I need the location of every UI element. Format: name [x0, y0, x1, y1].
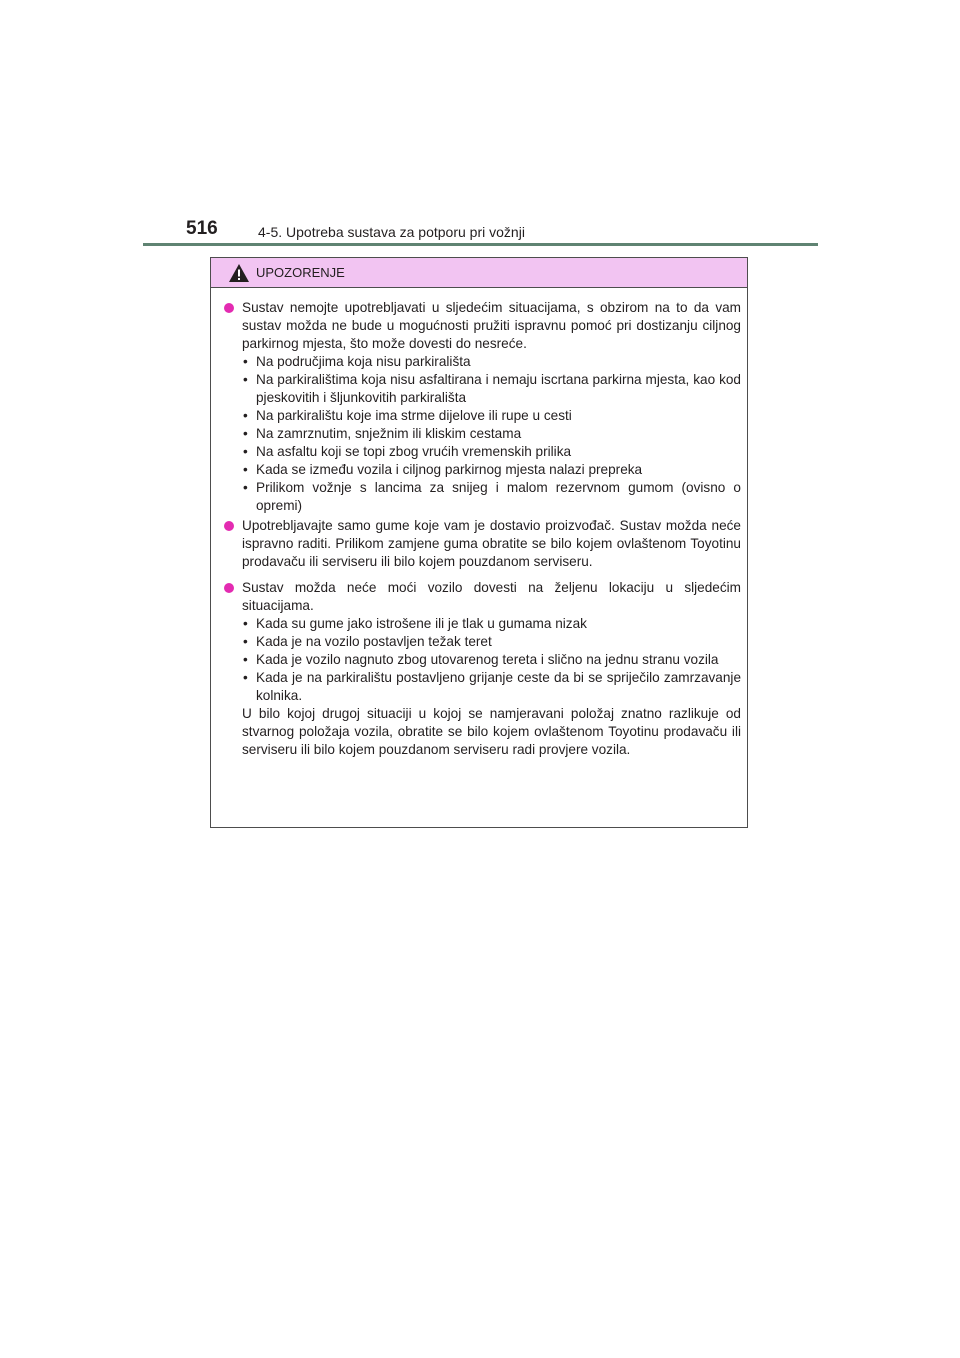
list-item: • Kada je na parkiralištu postavljeno grijanje ceste da bi se spriječilo zamrzavanje kolnika.	[243, 670, 741, 703]
warning-item	[224, 579, 741, 615]
circle-bullet-icon	[224, 583, 234, 593]
warning-item-text: Sustav nemojte upotrebljavati u sljedećim situacijama, s obzirom na to da vam sustav možda ne bude u mogućnosti pružiti ispravnu pomoć pri dostizanju ciljnog parkirnog mjesta, što može dovesti do nesreće.	[242, 300, 741, 351]
list-item: • Kada se između vozila i ciljnog parkirnog mjesta nalazi prepreka	[243, 462, 643, 477]
situation-list	[224, 353, 741, 515]
list-item: • Na parkiralištu koje ima strme dijelove ili rupe u cesti	[243, 408, 572, 423]
list-item: • Kada je na vozilo postavljen težak teret	[243, 634, 492, 649]
warning-item	[224, 299, 741, 353]
warning-triangle-icon	[228, 263, 250, 283]
list-item: • Kada su gume jako istrošene ili je tlak u gumama nizak	[243, 616, 587, 631]
page-number: 516	[186, 218, 218, 239]
list-item: • Na zamrznutim, snježnim ili kliskim cestama	[243, 426, 522, 441]
header-divider	[143, 243, 818, 246]
warning-note: U bilo kojoj drugoj situaciji u kojoj se namjeravani položaj znatno razlikuje od stvarnog položaja vozila, obratite se bilo kojem ovlaštenom Toyotinu prodavaču ili serviseru ili bilo kojem pouzdanom serviseru radi provjere vozila.	[242, 706, 741, 757]
warning-box	[210, 257, 748, 828]
list-item: • Na asfaltu koji se topi zbog vrućih vremenskih prilika	[243, 444, 572, 459]
warning-item	[224, 517, 741, 571]
section-title: 4-5. Upotreba sustava za potporu pri vožnji	[258, 224, 525, 240]
warning-body	[211, 288, 747, 759]
list-item: • Kada je vozilo nagnuto zbog utovarenog tereta i slično na jednu stranu vozila	[243, 652, 719, 667]
circle-bullet-icon	[224, 521, 234, 531]
warning-item-text: Sustav možda neće moći vozilo dovesti na željenu lokaciju u sljedećim situacijama.	[242, 580, 741, 613]
situation-list	[224, 615, 741, 705]
list-item: • Na područjima koja nisu parkirališta	[243, 354, 471, 369]
list-item: • Prilikom vožnje s lancima za snijeg i malom rezervnom gumom (ovisno o opremi)	[243, 480, 741, 513]
warning-header	[211, 258, 747, 288]
warning-item-text: Upotrebljavajte samo gume koje vam je dostavio proizvođač. Sustav možda neće ispravno raditi. Prilikom zamjene guma obratite se bilo kojem ovlaštenom Toyotinu prodavaču ili serviseru ili bilo kojem pouzdanom serviseru.	[242, 518, 741, 569]
circle-bullet-icon	[224, 303, 234, 313]
warning-label: UPOZORENJE	[256, 265, 345, 280]
list-item: • Na parkiralištima koja nisu asfaltirana i nemaju iscrtana parkirna mjesta, kao kod pjeskovitih i šljunkovitih parkirališta	[243, 372, 741, 405]
